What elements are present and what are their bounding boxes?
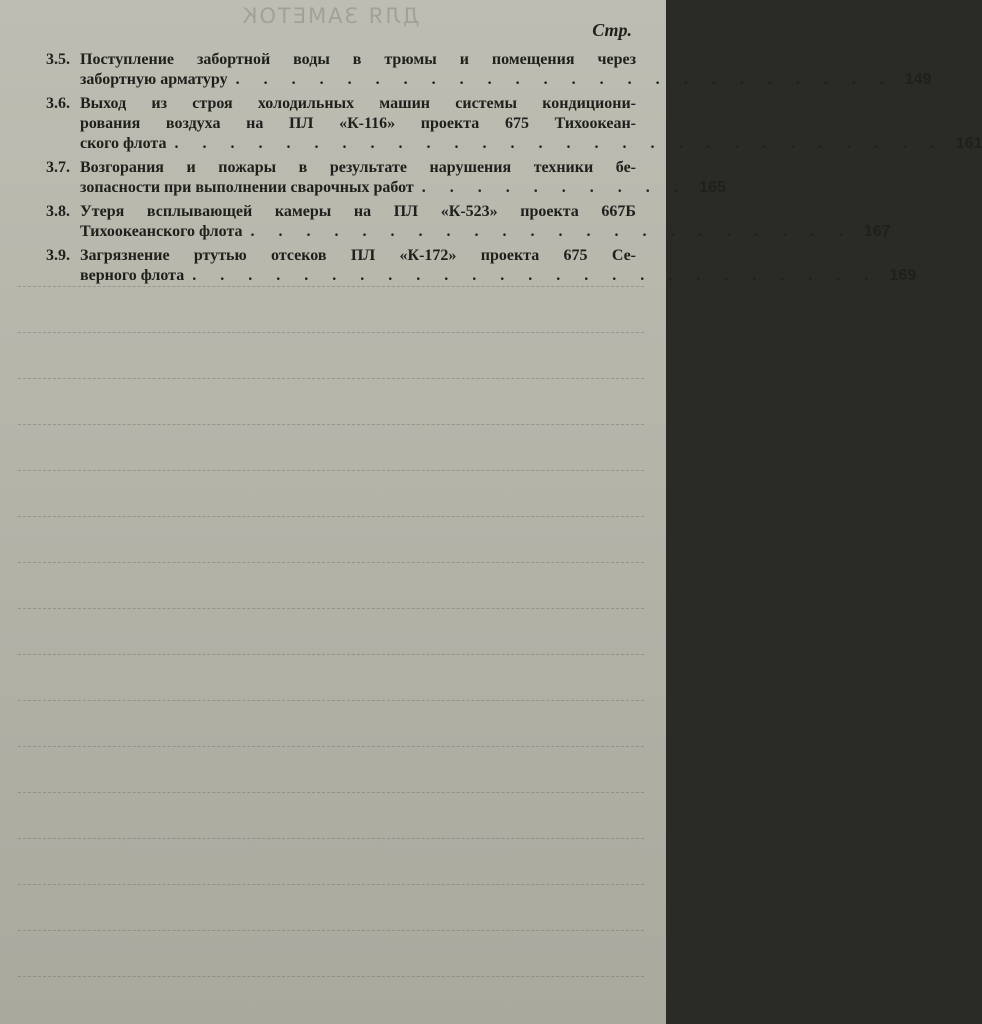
note-line (18, 378, 644, 379)
toc-entry (46, 158, 726, 198)
note-line (18, 424, 644, 425)
toc-entry-last-line (80, 222, 891, 242)
toc-entry-last-text: забортную арматуру (80, 71, 228, 88)
note-line (18, 332, 644, 333)
note-line (18, 838, 644, 839)
toc-entry-line: Поступление забортной воды в трюмы и помещения через (80, 51, 636, 68)
toc-entry-line: Утеря всплывающей камеры на ПЛ «К-523» проекта 667Б (80, 203, 636, 220)
toc-entry (46, 94, 982, 154)
toc-entry-body (80, 158, 726, 198)
toc-entry-number: 3.8. (46, 203, 70, 220)
toc-leader-dots: . . . . . . . . . . (421, 179, 688, 196)
note-line (18, 700, 644, 701)
toc-entry-line: рования воздуха на ПЛ «К-116» проекта 675 Тихоокеан- (80, 115, 636, 132)
note-line (18, 746, 644, 747)
note-line (18, 930, 644, 931)
toc-entry-number: 3.6. (46, 95, 70, 112)
toc-entry-line: Загрязнение ртутью отсеков ПЛ «К-172» проекта 675 Се- (80, 247, 636, 264)
toc-entry-last-text: верного флота (80, 267, 185, 284)
page-label: Стр. (592, 20, 632, 40)
toc-list (46, 50, 982, 290)
note-line (18, 884, 644, 885)
toc-entry-body (80, 202, 891, 242)
toc-entry-page-number: 161 (955, 135, 982, 152)
toc-entry-last-line (80, 178, 726, 198)
toc-entry (46, 202, 891, 242)
note-line (18, 516, 644, 517)
toc-entry-last-text: ского флота (80, 135, 167, 152)
note-line (18, 286, 644, 287)
toc-entry-number: 3.9. (46, 247, 70, 264)
toc-entry-number: 3.7. (46, 159, 70, 176)
toc-leader-dots: . . . . . . . . . . . . . . . . . . . . . . (250, 223, 853, 240)
notes-lines (18, 286, 644, 1006)
note-line (18, 654, 644, 655)
note-line (18, 562, 644, 563)
toc-entry-line: Возгорания и пожары в результате нарушения техники бе- (80, 159, 636, 176)
toc-entry-page-number: 149 (904, 71, 932, 88)
note-line (18, 470, 644, 471)
toc-entry-last-line (80, 134, 982, 154)
toc-entry-last-line (80, 70, 932, 90)
toc-leader-dots: . . . . . . . . . . . . . . . . . . . . . . . . (235, 71, 894, 88)
note-line (18, 792, 644, 793)
toc-entry-page-number: 167 (863, 223, 891, 240)
toc-entry-last-text: зопасности при выполнении сварочных работ (80, 179, 414, 196)
ghost-title: ДЛЯ ЗАМЕТОК (240, 4, 420, 28)
toc-entry-body (80, 50, 932, 90)
toc-entry-line: Выход из строя холодильных машин системы кондициони- (80, 95, 636, 112)
note-line (18, 976, 644, 977)
toc-entry-last-text: Тихоокеанского флота (80, 223, 243, 240)
toc-entry-page-number: 169 (889, 267, 917, 284)
toc-leader-dots: . . . . . . . . . . . . . . . . . . . . . . . . . (192, 267, 879, 284)
note-line (18, 608, 644, 609)
toc-entry-body (80, 94, 982, 154)
toc-entry-number: 3.5. (46, 51, 70, 68)
toc-entry-last-line (80, 266, 917, 286)
toc-entry (46, 246, 917, 286)
toc-entry-page-number: 165 (699, 179, 726, 196)
toc-leader-dots: . . . . . . . . . . . . . . . . . . . . . . . . . . . . (174, 135, 945, 152)
toc-entry-body (80, 246, 917, 286)
toc-entry (46, 50, 932, 90)
